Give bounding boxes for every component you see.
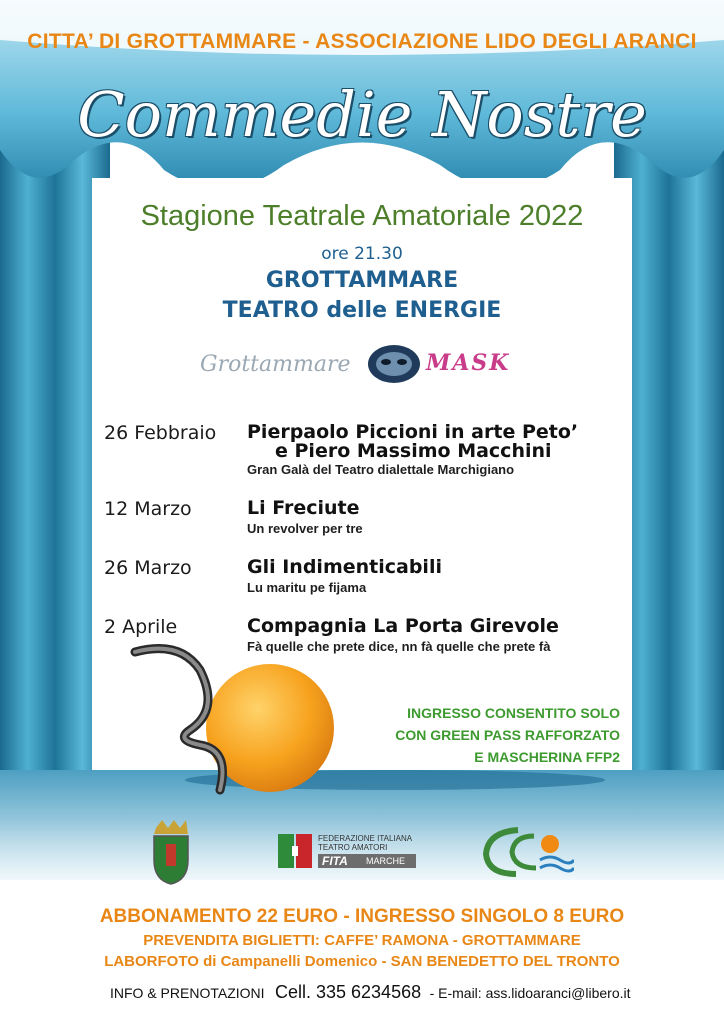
event-title: Gli Indimenticabili (247, 556, 442, 578)
season-subtitle: Stagione Teatrale Amatoriale 2022 (140, 200, 584, 232)
event-date: 2 Aprile (104, 616, 178, 638)
grottammare-mask-logo (200, 340, 530, 388)
fita-logo (278, 832, 418, 872)
venue-theatre: TEATRO delle ENERGIE (222, 298, 502, 323)
fita-brand: FITA (322, 854, 348, 868)
organizers-line: CITTA’ DI GROTTAMMARE - ASSOCIAZIONE LIDO DEGLI ARANCI (27, 30, 697, 53)
notice-line: CON GREEN PASS RAFFORZATO (395, 727, 620, 743)
fita-region: MARCHE (366, 856, 406, 866)
fita-band (318, 854, 416, 868)
mask-icon (366, 342, 422, 386)
info-label: INFO & PRENOTAZIONI (110, 985, 265, 1001)
phone-number: Cell. 335 6234568 (274, 982, 422, 1002)
show-title: Commedie Nostre (77, 78, 647, 151)
presale-line-2: LABORFOTO di Campanelli Domenico - SAN BENEDETTO DEL TRONTO (104, 953, 620, 970)
fita-line: FEDERAZIONE ITALIANA (318, 834, 413, 843)
show-time: ore 21.30 (321, 244, 403, 264)
event-subtitle: Fà quelle che prete dice, nn fà quelle che prete fà (247, 639, 551, 654)
logo-text-left: Grottammare (200, 352, 351, 377)
event-title: Pierpaolo Piccioni in arte Peto’ (247, 421, 579, 443)
fita-emblem-icon (278, 834, 312, 868)
logo-text-right: MASK (426, 350, 511, 376)
fita-line: TEATRO AMATORI (318, 843, 388, 852)
event-subtitle: Un revolver per tre (247, 521, 363, 536)
lido-degli-aranci-icon (478, 822, 574, 880)
notice-line: INGRESSO CONSENTITO SOLO (407, 705, 620, 721)
event-date: 12 Marzo (104, 498, 192, 520)
notice-line: E MASCHERINA FFP2 (474, 749, 620, 765)
event-subtitle: Lu maritu pe fijama (247, 580, 367, 595)
ticket-prices: ABBONAMENTO 22 EURO - INGRESSO SINGOLO 8 EURO (99, 906, 625, 927)
contact-line (110, 982, 630, 1003)
presale-line-1: PREVENDITA BIGLIETTI: CAFFE’ RAMONA - GROTTAMMARE (143, 932, 581, 949)
venue-city: GROTTAMMARE (265, 268, 459, 293)
event-title: Li Freciute (247, 497, 360, 519)
event-title: Compagnia La Porta Girevole (247, 615, 559, 637)
event-date: 26 Febbraio (104, 422, 217, 444)
email-address: - E-mail: ass.lidoaranci@libero.it (429, 985, 631, 1001)
grottammare-crest-icon (148, 820, 194, 886)
health-notice (360, 702, 620, 768)
event-date: 26 Marzo (104, 557, 192, 579)
fita-text (318, 834, 412, 852)
event-title-line2: e Piero Massimo Macchini (275, 440, 552, 462)
event-subtitle: Gran Galà del Teatro dialettale Marchigiano (247, 462, 515, 477)
